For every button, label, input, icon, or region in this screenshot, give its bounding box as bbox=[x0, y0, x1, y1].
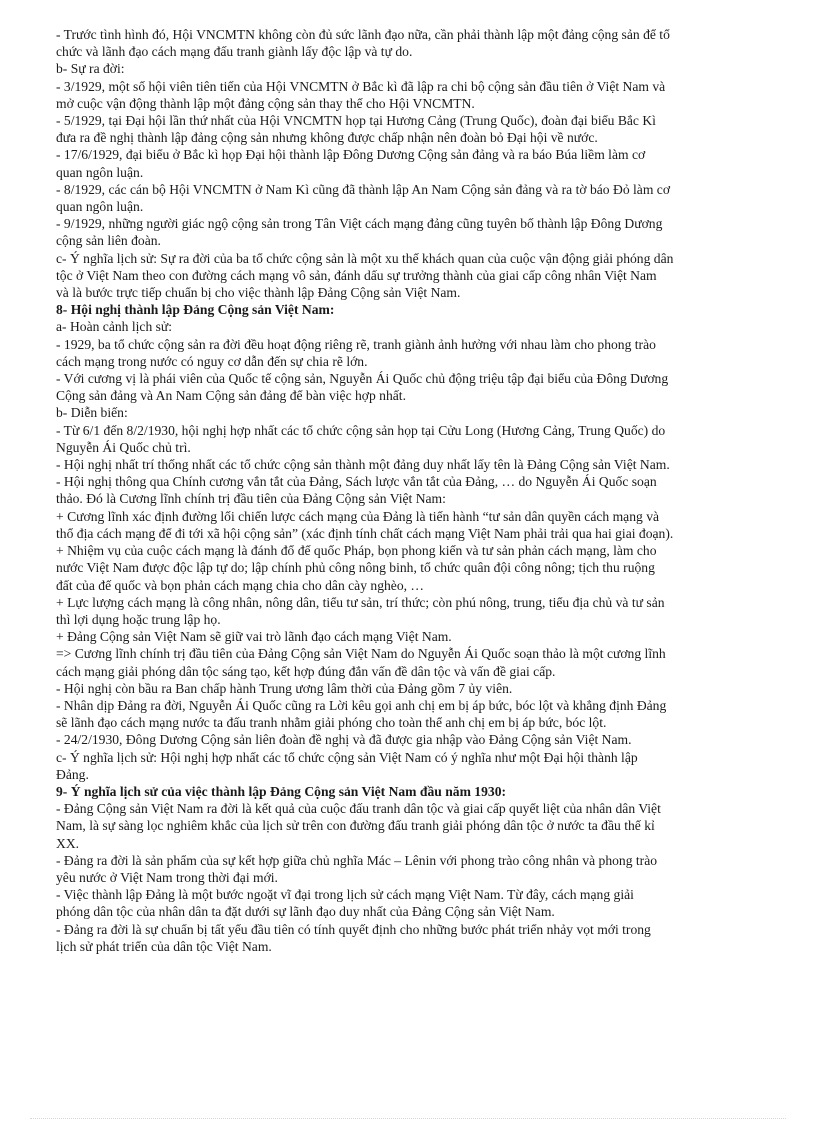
text-line: + Nhiệm vụ của cuộc cách mạng là đánh đổ đế quốc Pháp, bọn phong kiến và tư sản phản cách mạng, làm cho bbox=[56, 543, 657, 559]
text-line: - 5/1929, tại Đại hội lần thứ nhất của Hội VNCMTN họp tại Hương Cảng (Trung Quốc), đoàn đại biểu Bắc Kì bbox=[56, 113, 656, 129]
text-line: c- Ý nghĩa lịch sử: Sự ra đời của ba tổ chức cộng sản là một xu thế khách quan của cuộc vận động giải phóng dân bbox=[56, 250, 674, 266]
text-line: đất của đế quốc và bọn phản cách mạng chia cho dân cày nghèo, … bbox=[56, 577, 425, 593]
text-line: yêu nước ở Việt Nam trong thời đại mới. bbox=[56, 869, 278, 885]
text-line: mở cuộc vận động thành lập một đảng cộng sản thay thế cho Hội VNCMTN. bbox=[56, 95, 475, 111]
text-line: - Đảng Cộng sản Việt Nam ra đời là kết quả của cuộc đấu tranh dân tộc và giai cấp quyết liệt của nhân dân Việt bbox=[56, 801, 661, 817]
text-line: + Lực lượng cách mạng là công nhân, nông dân, tiểu tư sản, trí thức; còn phú nông, trung, tiểu địa chủ và tư sản bbox=[56, 594, 665, 610]
text-line: quan ngôn luận. bbox=[56, 164, 144, 180]
text-line: đưa ra đề nghị thành lập đảng cộng sản nhưng không được chấp nhận nên đoàn bỏ Đại hội về nước. bbox=[56, 130, 598, 146]
text-line: sẽ lãnh đạo cách mạng nước ta đấu tranh nhằm giải phóng cho toàn thể anh chị em bị áp bức, bóc lột. bbox=[56, 715, 607, 731]
text-line: cách mạng giải phóng dân tộc sáng tạo, kết hợp đúng đắn vấn đề dân tộc và vấn đề giai cấp. bbox=[56, 663, 556, 679]
text-line: - Việc thành lập Đảng là một bước ngoặt vĩ đại trong lịch sử cách mạng Việt Nam. Từ đây, cách mạng giải bbox=[56, 887, 634, 903]
text-line: thì lợi dụng hoặc trung lập họ. bbox=[56, 611, 221, 627]
text-line: b- Diễn biến: bbox=[56, 405, 128, 421]
text-line: - 1929, ba tổ chức cộng sản ra đời đều hoạt động riêng rẽ, tranh giành ảnh hưởng với nhau làm cho phong trào bbox=[56, 336, 656, 352]
text-line: - Nhân dịp Đảng ra đời, Nguyễn Ái Quốc cũng ra Lời kêu gọi anh chị em bị áp bức, bóc lột và khẳng định Đảng bbox=[56, 697, 667, 713]
text-line: + Cương lĩnh xác định đường lối chiến lược cách mạng của Đảng là tiến hành “tư sản dân quyền cách mạng và bbox=[56, 508, 660, 524]
document-page bbox=[56, 26, 786, 955]
text-line: - 17/6/1929, đại biểu ở Bắc kì họp Đại hội thành lập Đông Dương Cộng sản đảng và ra báo Búa liềm làm cơ bbox=[56, 147, 646, 163]
text-line: nước Việt Nam được độc lập tự do; lập chính phủ công nông binh, tổ chức quân đội công nông; tịch thu ruộng bbox=[56, 560, 655, 576]
text-line: Cộng sản đảng và An Nam Cộng sản đảng để bàn việc hợp nhất. bbox=[56, 388, 406, 404]
text-line: cách mạng trong nước có nguy cơ dẫn đến sự chia rẽ lớn. bbox=[56, 353, 368, 369]
text-line: Nguyễn Ái Quốc chủ trì. bbox=[56, 439, 191, 455]
text-line: - Trước tình hình đó, Hội VNCMTN không còn đủ sức lãnh đạo nữa, cần phải thành lập một đảng cộng sản để tổ bbox=[56, 27, 670, 42]
text-line: - 8/1929, các cán bộ Hội VNCMTN ở Nam Kì cũng đã thành lập An Nam Cộng sản đảng và ra tờ báo Đỏ làm cơ bbox=[56, 181, 671, 197]
text-line: thảo. Đó là Cương lĩnh chính trị đầu tiên của Đảng Cộng sản Việt Nam: bbox=[56, 491, 446, 507]
text-line: a- Hoàn cảnh lịch sử: bbox=[56, 319, 173, 335]
text-line: XX. bbox=[56, 835, 80, 851]
text-line: - Đảng ra đời là sản phẩm của sự kết hợp giữa chủ nghĩa Mác – Lênin với phong trào công nhân và phong trào bbox=[56, 852, 658, 868]
text-line: - Với cương vị là phái viên của Quốc tế cộng sản, Nguyễn Ái Quốc chủ động triệu tập đại biểu của Đông Dương bbox=[56, 371, 669, 387]
text-line: phóng dân tộc của nhân dân ta đặt dưới sự lãnh đạo duy nhất của Đảng Cộng sản Việt Nam. bbox=[56, 904, 555, 920]
text-line: - Đảng ra đời là sự chuẩn bị tất yếu đầu tiên có tính quyết định cho những bước phát triển nhảy vọt mới trong bbox=[56, 921, 651, 937]
text-line: - Hội nghị nhất trí thống nhất các tổ chức cộng sản thành một đảng duy nhất lấy tên là Đảng Cộng sản Việt Nam. bbox=[56, 457, 670, 473]
text-line: - Từ 6/1 đến 8/2/1930, hội nghị hợp nhất các tổ chức cộng sản họp tại Cửu Long (Hương Cảng, Trung Quốc) do bbox=[56, 422, 666, 438]
text-line: + Đảng Cộng sản Việt Nam sẽ giữ vai trò lãnh đạo cách mạng Việt Nam. bbox=[56, 629, 452, 645]
section-heading: 8- Hội nghị thành lập Đảng Cộng sản Việt Nam: bbox=[56, 302, 335, 318]
page-bottom-divider bbox=[30, 1118, 786, 1119]
text-line: lịch sử phát triển của dân tộc Việt Nam. bbox=[56, 938, 272, 954]
text-line: thổ địa cách mạng để đi tới xã hội cộng sản” (xác định tính chất cách mạng Việt Nam phải trải qua hai giai đoạn). bbox=[56, 525, 674, 541]
text-line: b- Sự ra đời: bbox=[56, 61, 125, 77]
text-line: và là bước trực tiếp chuẩn bị cho việc thành lập Đảng Cộng sản Việt Nam. bbox=[56, 285, 461, 301]
text-line: tộc ở Việt Nam theo con đường cách mạng vô sản, đánh dấu sự trưởng thành của giai cấp công nhân Việt Nam bbox=[56, 267, 657, 283]
text-line: chức và lãnh đạo cách mạng đấu tranh giành lấy độc lập và tự do. bbox=[56, 44, 413, 60]
section-heading: 9- Ý nghĩa lịch sử của việc thành lập Đảng Cộng sản Việt Nam đầu năm 1930: bbox=[56, 783, 507, 799]
text-line: - 9/1929, những người giác ngộ cộng sản trong Tân Việt cách mạng đảng cũng tuyên bố thành lập Đông Dương bbox=[56, 216, 663, 232]
text-line: - 3/1929, một số hội viên tiên tiến của Hội VNCMTN ở Bắc kì đã lập ra chi bộ cộng sản đầu tiên ở Việt Nam và bbox=[56, 78, 666, 94]
text-line: Nam, là sự sàng lọc nghiêm khắc của lịch sử trên con đường đấu tranh giải phóng dân tộc ở nước ta đầu thế kỉ bbox=[56, 818, 655, 834]
text-line: Đảng. bbox=[56, 766, 89, 782]
text-line: cộng sản liên đoàn. bbox=[56, 233, 161, 249]
text-line: - Hội nghị còn bầu ra Ban chấp hành Trung ương lâm thời của Đảng gồm 7 ủy viên. bbox=[56, 680, 513, 696]
text-line: - Hội nghị thông qua Chính cương vắn tắt của Đảng, Sách lược vắn tắt của Đảng, … do Nguyễn Ái Quốc soạn bbox=[56, 474, 657, 490]
text-line: quan ngôn luận. bbox=[56, 199, 144, 215]
text-line: - 24/2/1930, Đông Dương Cộng sản liên đoàn đề nghị và đã được gia nhập vào Đảng Cộng sản Việt Nam. bbox=[56, 732, 632, 748]
text-line: => Cương lĩnh chính trị đầu tiên của Đảng Cộng sản Việt Nam do Nguyễn Ái Quốc soạn thảo là một cương lĩnh bbox=[56, 646, 666, 662]
text-line: c- Ý nghĩa lịch sử: Hội nghị hợp nhất các tổ chức cộng sản Việt Nam có ý nghĩa như một Đại hội thành lập bbox=[56, 749, 638, 765]
